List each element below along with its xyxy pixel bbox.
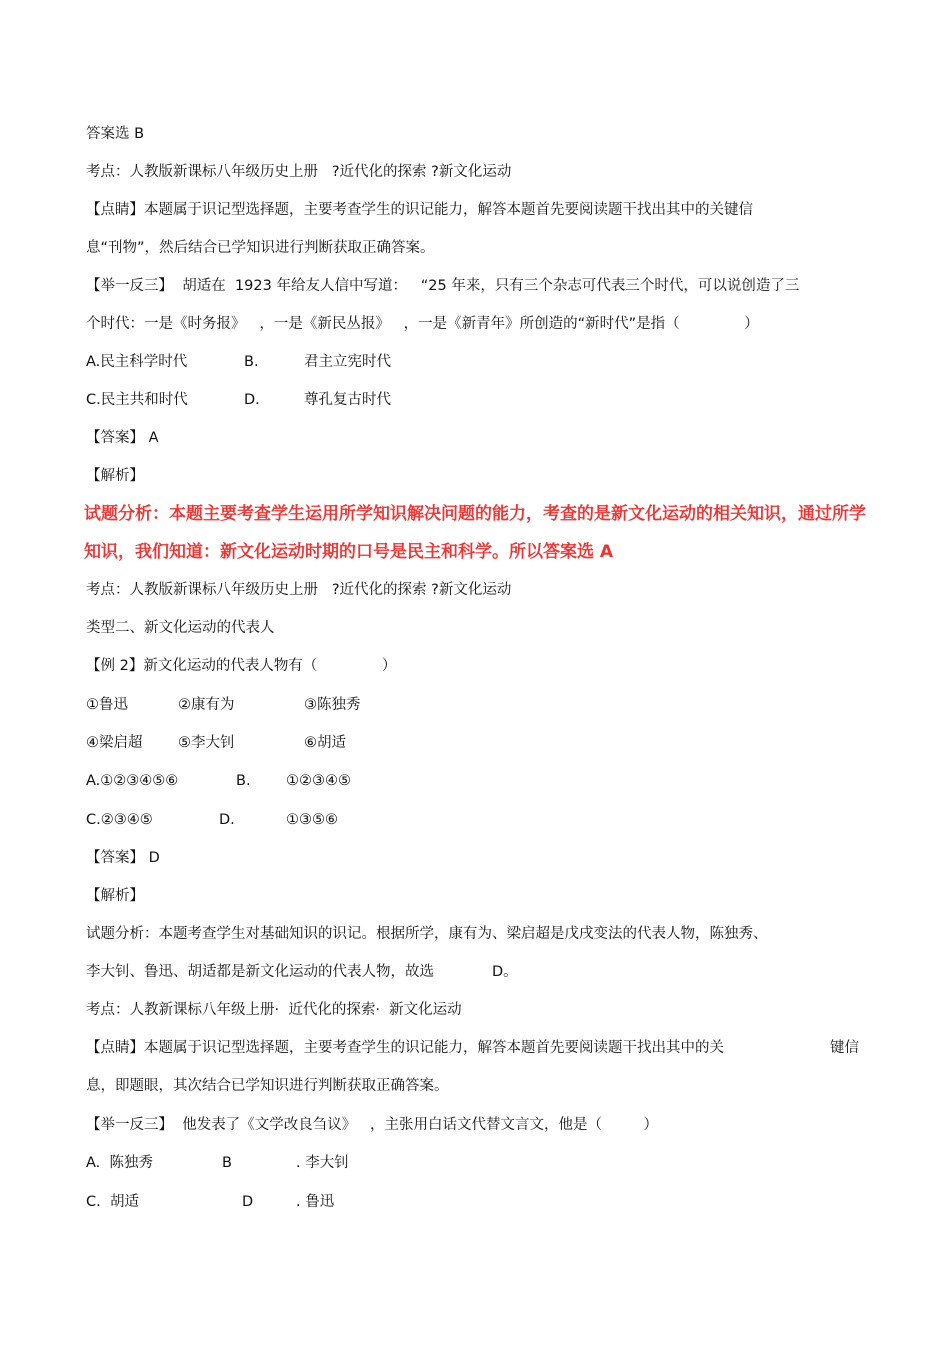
answer-label: 【答案】 D	[86, 850, 160, 866]
option-d-key: D.	[244, 392, 260, 408]
section-heading: 类型二、新文化运动的代表人	[86, 620, 275, 636]
item-2: ②康有为	[178, 697, 235, 713]
example-question: 【例 2】新文化运动的代表人物有（ ）	[86, 658, 397, 674]
option-b: ①②③④⑤	[286, 773, 351, 789]
option-d: . 鲁迅	[296, 1194, 335, 1210]
option-d: ①③⑤⑥	[286, 812, 338, 828]
kaodian-line: 考点：人教新课标八年级上册· 近代化的探索· 新文化运动	[86, 1002, 462, 1018]
option-d: 尊孔复古时代	[304, 392, 391, 408]
analysis-line-2-end: D。	[492, 964, 518, 980]
item-4: ④梁启超	[86, 735, 143, 751]
option-c: C.②③④⑤	[86, 812, 153, 828]
question-stem: 【举一反三】 他发表了《文学改良刍议》 ，主张用白话文代替文言文，他是（ ）	[86, 1117, 659, 1133]
question-stem-1: 【举一反三】 胡适在 1923 年给友人信中写道： “25 年来，只有三个杂志可代表三个时代，可以说创造了三	[86, 278, 800, 294]
analysis-line-1: 试题分析：本题考查学生对基础知识的识记。根据所学，康有为、梁启超是戊戌变法的代表人物，陈独秀、	[86, 926, 768, 942]
option-a: A.①②③④⑤⑥	[86, 773, 179, 789]
option-b: 君主立宪时代	[304, 354, 391, 370]
option-c: C. 胡适	[86, 1194, 139, 1210]
analysis-label: 【解析】	[86, 888, 144, 904]
dianjing-line-1-end: 键信	[830, 1040, 859, 1056]
answer-line: 答案选 B	[86, 126, 145, 142]
option-b-key: B	[222, 1155, 232, 1171]
item-1: ①鲁迅	[86, 697, 128, 713]
option-d-key: D.	[219, 812, 235, 828]
option-a: A. 陈独秀	[86, 1155, 153, 1171]
item-3: ③陈独秀	[304, 697, 361, 713]
analysis-label: 【解析】	[86, 468, 144, 484]
analysis-line-2: 李大钊、鲁迅、胡适都是新文化运动的代表人物，故选	[86, 964, 434, 980]
option-d-key: D	[242, 1194, 254, 1210]
option-c: C.民主共和时代	[86, 392, 188, 408]
question-stem-2: 个时代：一是《时务报》 ，一是《新民丛报》 ，一是《新青年》所创造的“新时代”是指（ ）	[86, 316, 759, 332]
dianjing-line-1: 【点睛】本题属于识记型选择题，主要考查学生的识记能力，解答本题首先要阅读题干找出其中的关键信	[86, 202, 753, 218]
dianjing-line-1: 【点睛】本题属于识记型选择题，主要考查学生的识记能力，解答本题首先要阅读题干找出其中的关	[86, 1040, 724, 1056]
option-b-key: B.	[236, 773, 251, 789]
option-b-key: B.	[244, 354, 259, 370]
option-b: . 李大钊	[296, 1155, 349, 1171]
item-6: ⑥胡适	[304, 735, 346, 751]
item-5: ⑤李大钊	[178, 735, 235, 751]
dianjing-line-2: 息“刊物”，然后结合已学知识进行判断获取正确答案。	[86, 240, 435, 256]
red-analysis-line-2: 知识，我们知道：新文化运动时期的口号是民主和科学。所以答案选 A	[84, 542, 614, 562]
answer-label: 【答案】 A	[86, 430, 159, 446]
dianjing-line-2: 息，即题眼，其次结合已学知识进行判断获取正确答案。	[86, 1078, 449, 1094]
option-a: A.民主科学时代	[86, 354, 188, 370]
kaodian-line: 考点：人教版新课标八年级历史上册 ?近代化的探索 ?新文化运动	[86, 164, 512, 180]
red-analysis-line-1: 试题分析：本题主要考查学生运用所学知识解决问题的能力，考查的是新文化运动的相关知识，通过所学	[84, 504, 866, 524]
kaodian-line: 考点：人教版新课标八年级历史上册 ?近代化的探索 ?新文化运动	[86, 582, 512, 598]
